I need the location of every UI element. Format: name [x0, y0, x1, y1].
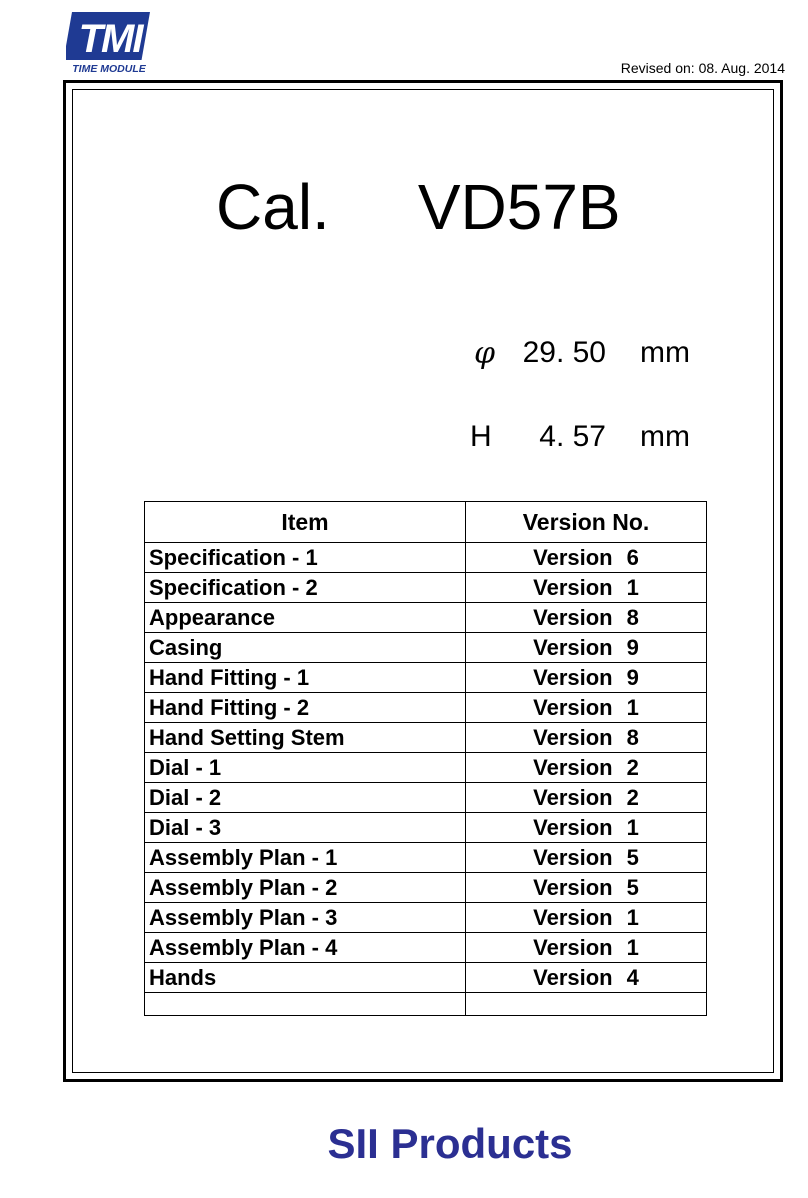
table-row — [145, 663, 707, 693]
version-number: 9 — [626, 634, 639, 660]
table-header-row — [145, 502, 707, 543]
row-item: Assembly Plan - 3 — [145, 903, 466, 933]
row-item: Dial - 1 — [145, 753, 466, 783]
table-row — [145, 603, 707, 633]
table-row — [145, 753, 707, 783]
version-number: 2 — [626, 784, 639, 810]
footer-brand: SII Products — [327, 1120, 573, 1167]
diameter-unit: mm — [640, 336, 690, 369]
row-version — [466, 903, 707, 933]
tmi-logo — [66, 12, 152, 76]
version-number: 4 — [626, 964, 639, 990]
row-item: Specification - 1 — [145, 543, 466, 573]
row-item: Hands — [145, 963, 466, 993]
row-item: Hand Fitting - 2 — [145, 693, 466, 723]
version-number: 2 — [626, 754, 639, 780]
row-version — [466, 963, 707, 993]
table-row — [145, 903, 707, 933]
caliber-title — [216, 170, 621, 244]
version-word: Version — [533, 814, 613, 840]
version-word: Version — [533, 634, 613, 660]
row-version — [466, 723, 707, 753]
version-number: 8 — [626, 724, 639, 750]
table-row — [145, 873, 707, 903]
row-item: Assembly Plan - 4 — [145, 933, 466, 963]
version-word: Version — [533, 664, 613, 690]
version-number: 1 — [626, 814, 639, 840]
row-version — [466, 603, 707, 633]
table-row — [145, 783, 707, 813]
table-row — [145, 573, 707, 603]
version-word: Version — [533, 874, 613, 900]
version-word: Version — [533, 784, 613, 810]
table-row — [145, 543, 707, 573]
row-item: Hand Setting Stem — [145, 723, 466, 753]
table-row — [145, 963, 707, 993]
version-number: 9 — [626, 664, 639, 690]
row-version — [466, 573, 707, 603]
version-table — [144, 501, 707, 1016]
spec-diameter — [0, 336, 808, 376]
row-item: Specification - 2 — [145, 573, 466, 603]
height-symbol: H — [470, 420, 492, 453]
caliber-prefix: Cal. — [216, 171, 330, 243]
logo-text: TMI — [78, 17, 142, 61]
row-version — [466, 813, 707, 843]
row-item: Assembly Plan - 1 — [145, 843, 466, 873]
row-version — [466, 693, 707, 723]
row-version — [466, 753, 707, 783]
diameter-symbol: φ — [474, 336, 496, 371]
header-version: Version No. — [466, 502, 707, 543]
table-row — [145, 693, 707, 723]
version-number: 1 — [626, 694, 639, 720]
version-number: 1 — [626, 904, 639, 930]
row-item: Hand Fitting - 1 — [145, 663, 466, 693]
version-word: Version — [533, 964, 613, 990]
table-row-empty — [145, 993, 707, 1016]
row-version — [466, 873, 707, 903]
revised-date: Revised on: 08. Aug. 2014 — [620, 60, 785, 76]
version-word: Version — [533, 694, 613, 720]
version-word: Version — [533, 574, 613, 600]
version-word: Version — [533, 754, 613, 780]
version-word: Version — [533, 604, 613, 630]
version-number: 1 — [626, 574, 639, 600]
table-row — [145, 813, 707, 843]
row-version — [466, 663, 707, 693]
empty-cell — [145, 993, 466, 1016]
table-row — [145, 933, 707, 963]
version-word: Version — [533, 544, 613, 570]
logo-subtext: TIME MODULE — [72, 63, 146, 75]
version-word: Version — [533, 934, 613, 960]
height-unit: mm — [640, 420, 690, 453]
row-item: Dial - 2 — [145, 783, 466, 813]
row-version — [466, 543, 707, 573]
version-number: 1 — [626, 934, 639, 960]
row-item: Assembly Plan - 2 — [145, 873, 466, 903]
header-item: Item — [145, 502, 466, 543]
version-number: 6 — [626, 544, 639, 570]
row-item: Casing — [145, 633, 466, 663]
version-number: 5 — [626, 844, 639, 870]
version-number: 5 — [626, 874, 639, 900]
table-row — [145, 843, 707, 873]
version-word: Version — [533, 724, 613, 750]
row-version — [466, 843, 707, 873]
caliber-code: VD57B — [417, 171, 621, 243]
version-word: Version — [533, 904, 613, 930]
table-row — [145, 723, 707, 753]
diameter-value: 29. 50 — [522, 336, 606, 369]
row-version — [466, 783, 707, 813]
row-version — [466, 633, 707, 663]
empty-cell — [466, 993, 707, 1016]
height-value: 4. 57 — [539, 420, 606, 453]
table-row — [145, 633, 707, 663]
row-version — [466, 933, 707, 963]
version-word: Version — [533, 844, 613, 870]
version-number: 8 — [626, 604, 639, 630]
spec-height — [0, 420, 808, 460]
row-item: Dial - 3 — [145, 813, 466, 843]
row-item: Appearance — [145, 603, 466, 633]
